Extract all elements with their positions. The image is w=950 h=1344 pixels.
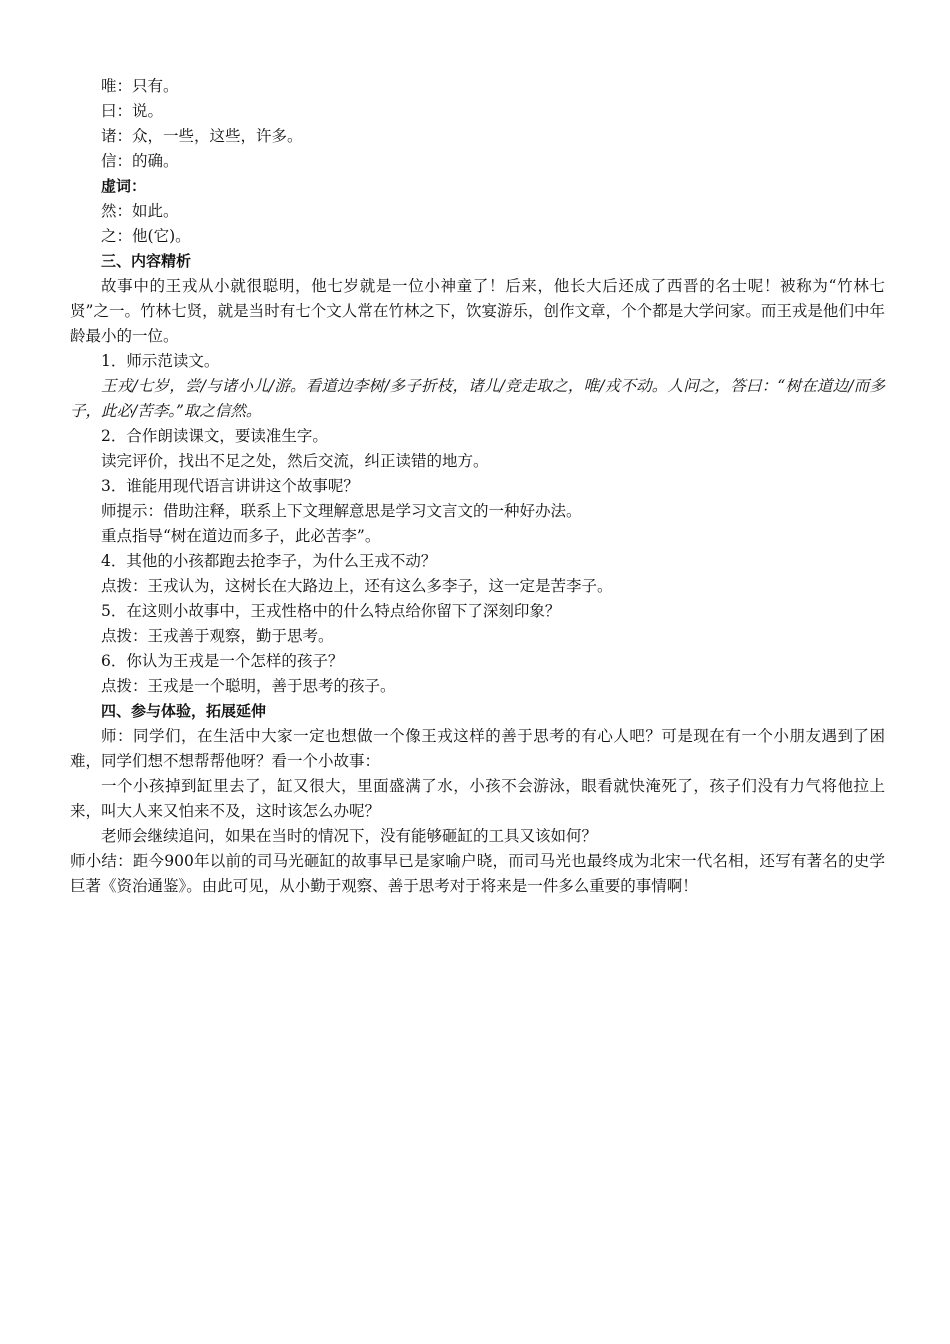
glossary-entry-wei: 唯：只有。 <box>101 77 179 95</box>
glossary-entry-zhu: 诸：众，一些，这些，许多。 <box>101 127 303 145</box>
section3-step3-tip: 师提示：借助注释，联系上下文理解意思是学习文言文的一种好办法。 <box>101 502 582 520</box>
section3-heading: 三、内容精析 <box>101 252 192 270</box>
section4-para2: 一个小孩掉到缸里去了，缸又很大，里面盛满了水，小孩不会游泳，眼看就快淹死了，孩子们没有力气将他拉上来，叫大人来又怕来不及，这时该怎么办呢？ <box>70 777 885 820</box>
section3-intro: 故事中的王戎从小就很聪明，他七岁就是一位小神童了！后来，他长大后还成了西晋的名士呢！被称为“竹林七贤”之一。竹林七贤，就是当时有七个文人常在竹林之下，饮宴游乐，创作文章，个个都是大学问家。而王戎是他们中年龄最小的一位。 <box>70 277 885 345</box>
glossary-entry-yue: 曰：说。 <box>101 102 164 120</box>
classical-passage: 王戎/七岁，尝/与诸小儿/游。看道边李树/多子折枝，诸儿/竞走取之，唯/戎不动。人问之，答曰：“树在道边/而多子，此必/苦李。”取之信然。 <box>70 377 885 420</box>
section3-step2: 2．合作朗读课文，要读准生字。 <box>101 427 328 445</box>
section3-step3: 3．谁能用现代语言讲讲这个故事呢？ <box>101 477 359 495</box>
section3-step4: 4．其他的小孩都跑去抢李子，为什么王戎不动？ <box>101 552 437 570</box>
section4-para3: 老师会继续追问，如果在当时的情况下，没有能够砸缸的工具又该如何？ <box>101 827 598 845</box>
function-words-heading: 虚词： <box>101 177 147 195</box>
section3-step5: 5．在这则小故事中，王戎性格中的什么特点给你留下了深刻印象？ <box>101 602 561 620</box>
section3-step5-note: 点拨：王戎善于观察，勤于思考。 <box>101 627 334 645</box>
section3-step4-note: 点拨：王戎认为，这树长在大路边上，还有这么多李子，这一定是苦李子。 <box>101 577 613 595</box>
section4-para1: 师：同学们，在生活中大家一定也想做一个像王戎这样的善于思考的有心人吧？可是现在有一个小朋友遇到了困难，同学们想不想帮帮他呀？看一个小故事： <box>70 727 885 770</box>
document-page <box>70 74 885 899</box>
section3-step2-note: 读完评价，找出不足之处，然后交流，纠正读错的地方。 <box>101 452 489 470</box>
section3-step6: 6．你认为王戎是一个怎样的孩子？ <box>101 652 344 670</box>
function-word-zhi: 之：他(它)。 <box>101 227 191 245</box>
section3-step1: 1．师示范读文。 <box>101 352 220 370</box>
function-word-ran: 然：如此。 <box>101 202 179 220</box>
section3-step3-focus: 重点指导“树在道边而多子，此必苦李”。 <box>101 527 381 545</box>
glossary-entry-xin: 信：的确。 <box>101 152 179 170</box>
teacher-summary: 师小结：距今900年以前的司马光砸缸的故事早已是家喻户晓，而司马光也最终成为北宋一代名相，还写有著名的史学巨著《资治通鉴》。由此可见，从小勤于观察、善于思考对于将来是一件多么重要的事情啊！ <box>70 852 885 895</box>
section3-step6-note: 点拨：王戎是一个聪明，善于思考的孩子。 <box>101 677 396 695</box>
section4-heading: 四、参与体验，拓展延伸 <box>101 702 267 720</box>
